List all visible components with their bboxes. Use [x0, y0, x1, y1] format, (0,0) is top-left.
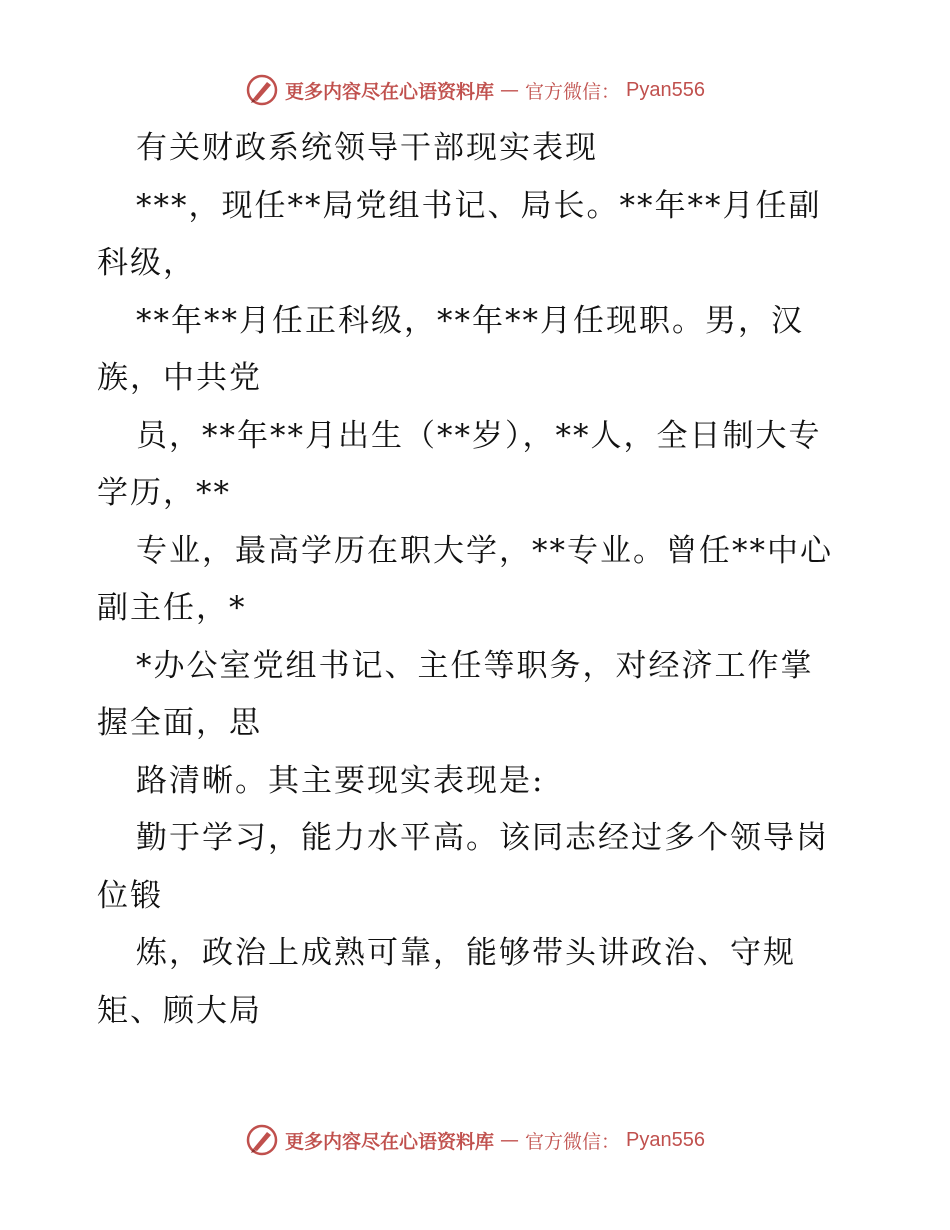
banner-wechat-id: Pyan556 — [626, 78, 705, 101]
banner-separator: — — [500, 79, 520, 101]
text-line: 矩、顾大局 — [97, 992, 262, 1029]
text-line: **年**月任正科级，**年**月任现职。男，汉 — [136, 302, 804, 339]
banner-separator: — — [500, 1129, 520, 1151]
text-line: 科级， — [97, 245, 196, 281]
text-line: *办公室党组书记、主任等职务，对经济工作掌 — [136, 647, 814, 684]
footer-banner — [0, 1120, 950, 1160]
text-line: 位锻 — [97, 877, 163, 914]
text-line: 学历，** — [97, 475, 231, 511]
text-line: 勤于学习，能力水平高。该同志经过多个领导岗 — [136, 820, 829, 856]
banner-wechat-id: Pyan556 — [626, 1128, 705, 1151]
banner-slogan: 更多内容尽在心语资料库 — [285, 80, 495, 103]
text-line: 族，中共党 — [97, 360, 262, 396]
text-line: 专业，最高学历在职大学，**专业。曾任**中心 — [136, 532, 833, 569]
pen-logo-icon — [245, 1123, 279, 1157]
pen-logo-icon — [245, 73, 279, 107]
banner-slogan: 更多内容尽在心语资料库 — [285, 1130, 495, 1153]
text-line: 员，**年**月出生（**岁），**人，全日制大专 — [136, 417, 822, 454]
document-title: 有关财政系统领导干部现实表现 — [136, 130, 598, 166]
text-line: 握全面，思 — [97, 705, 262, 741]
text-line: 炼，政治上成熟可靠，能够带头讲政治、守规 — [136, 935, 796, 971]
header-banner — [0, 70, 950, 110]
document-body — [97, 120, 857, 1040]
banner-wechat-label: 官方微信： — [525, 80, 621, 103]
text-line: ***，现任**局党组书记、局长。**年**月任副 — [136, 187, 822, 224]
banner-wechat-label: 官方微信： — [525, 1130, 621, 1153]
text-line: 副主任，* — [97, 590, 247, 626]
text-line: 路清晰。其主要现实表现是: — [136, 762, 545, 799]
